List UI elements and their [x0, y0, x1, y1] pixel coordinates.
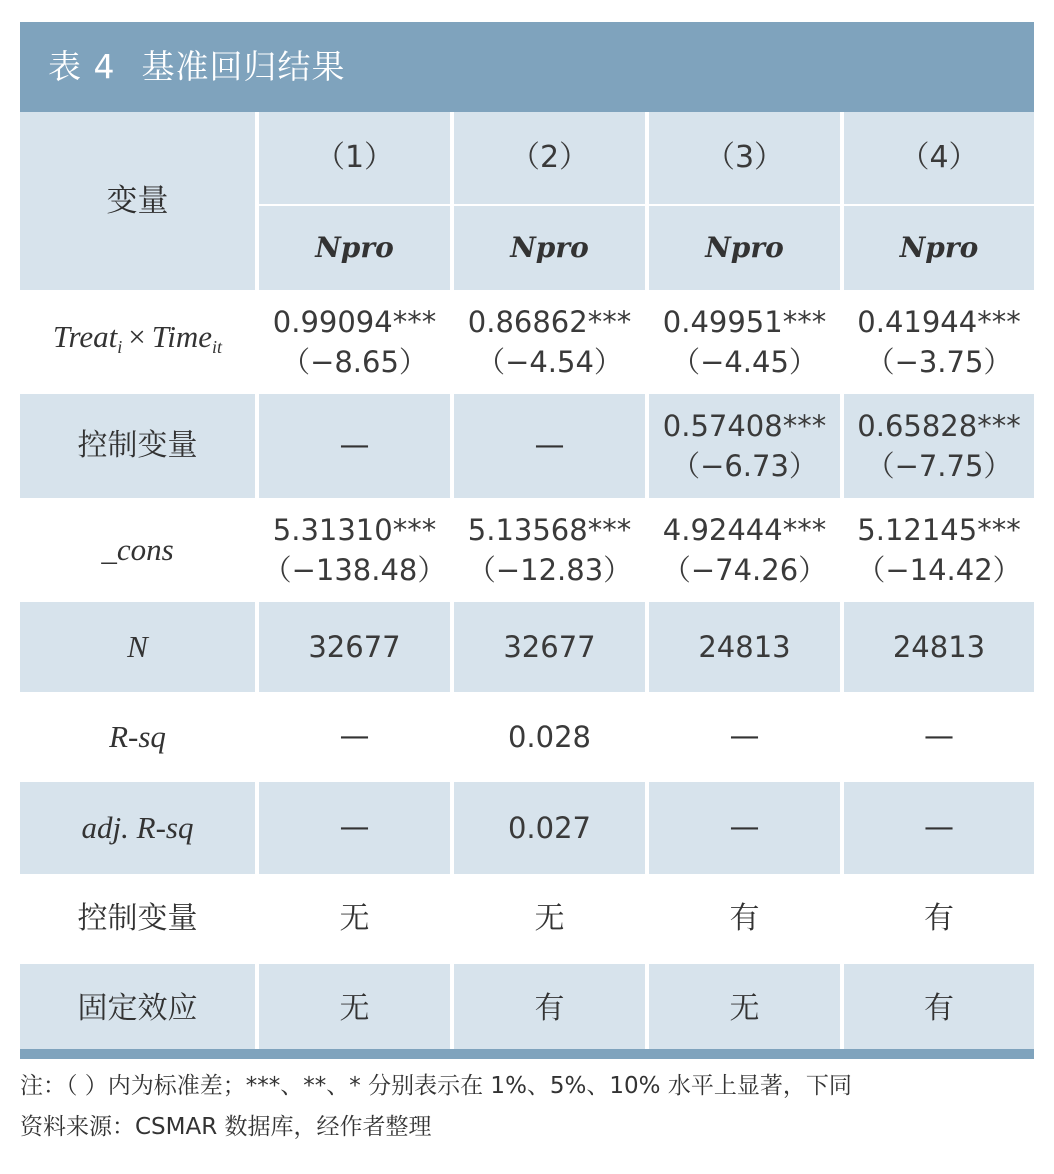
table-cell: 有	[840, 874, 1034, 964]
coefficient: 0.57408***	[662, 409, 827, 443]
table-bottom-rule	[20, 1049, 1034, 1059]
table-number: 表 4	[48, 47, 116, 86]
table-cell	[840, 290, 1034, 394]
coefficient: 0.86862***	[467, 305, 632, 339]
t-statistic: （−8.65）	[281, 345, 428, 379]
row-label-fixed-effects: 固定效应	[20, 964, 255, 1054]
t-statistic: （−3.75）	[865, 345, 1013, 379]
t-statistic: （−4.54）	[476, 345, 623, 379]
table-cell	[255, 290, 450, 394]
t-statistic: （−138.48）	[262, 553, 447, 587]
table-cell: 无	[450, 874, 645, 964]
table-title-bar	[20, 22, 1034, 112]
header-dependent-4: Npro	[840, 204, 1034, 290]
table-cell: —	[255, 782, 450, 874]
table-cell: —	[255, 692, 450, 782]
table-cell: —	[840, 692, 1034, 782]
row-label-n: N	[20, 602, 255, 692]
table-cell: 无	[255, 874, 450, 964]
regression-table	[20, 112, 1034, 1054]
coefficient: —	[339, 428, 370, 463]
row-label-r-sq: R-sq	[109, 719, 166, 754]
t-statistic: （−4.45）	[671, 345, 818, 379]
coefficient: 5.12145***	[857, 513, 1021, 547]
table-cell: 有	[840, 964, 1034, 1054]
coefficient: 0.41944***	[857, 305, 1021, 339]
table-cell	[645, 498, 840, 602]
table-cell	[450, 290, 645, 394]
row-label-treat-time-text: Treat$_i$ × Time$_{it}$	[52, 319, 223, 357]
header-dependent-3: Npro	[645, 204, 840, 290]
table-cell: 0.028	[450, 692, 645, 782]
t-statistic: （−12.83）	[466, 553, 633, 587]
table-cell: 有	[645, 874, 840, 964]
table-cell	[255, 498, 450, 602]
t-statistic: （−74.26）	[661, 553, 828, 587]
coefficient: 0.65828***	[857, 409, 1021, 443]
source-text: 资料来源：CSMAR 数据库，经作者整理	[20, 1114, 432, 1140]
table-cell: 0.027	[450, 782, 645, 874]
row-label-adj-r-sq: adj. R-sq	[20, 782, 255, 874]
header-model-1: （1）	[255, 112, 450, 204]
t-statistic: （−14.42）	[856, 553, 1022, 587]
header-model-2: （2）	[450, 112, 645, 204]
table-cell: 有	[450, 964, 645, 1054]
table-cell	[450, 394, 645, 498]
table-cell: 无	[645, 964, 840, 1054]
table-cell	[450, 498, 645, 602]
row-label-control-variables: 控制变量	[20, 394, 255, 498]
table-cell: 无	[255, 964, 450, 1054]
table-notes	[20, 1066, 1034, 1148]
coefficient: 5.13568***	[467, 513, 632, 547]
coefficient: 4.92444***	[662, 513, 827, 547]
table-cell: 24813	[840, 602, 1034, 692]
coefficient: 5.31310***	[272, 513, 437, 547]
table-cell: —	[840, 782, 1034, 874]
table-cell: —	[645, 692, 840, 782]
header-dependent-2: Npro	[450, 204, 645, 290]
header-dependent-1: Npro	[255, 204, 450, 290]
header-variable-label: 变量	[20, 112, 255, 290]
table-cell: 32677	[450, 602, 645, 692]
header-model-4: （4）	[840, 112, 1034, 204]
table-cell: —	[645, 782, 840, 874]
table-cell	[255, 394, 450, 498]
table-cell	[645, 290, 840, 394]
t-statistic: （−6.73）	[671, 449, 818, 483]
row-label-treat-time	[20, 290, 255, 394]
header-model-3: （3）	[645, 112, 840, 204]
table-cell	[645, 394, 840, 498]
table-cell: 24813	[645, 602, 840, 692]
t-statistic: （−7.75）	[865, 449, 1013, 483]
table-cell	[840, 394, 1034, 498]
note-text: 注：（ ）内为标准差；***、**、* 分别表示在 1%、5%、10% 水平上显著，下同	[20, 1073, 852, 1099]
coefficient: —	[534, 428, 565, 463]
table-cell: 32677	[255, 602, 450, 692]
row-label-control-variables-flag: 控制变量	[77, 901, 198, 936]
coefficient: 0.99094***	[272, 305, 437, 339]
table-cell	[840, 498, 1034, 602]
row-label-cons: _cons	[101, 532, 174, 567]
coefficient: 0.49951***	[662, 305, 827, 339]
table-title: 基准回归结果	[141, 47, 346, 86]
